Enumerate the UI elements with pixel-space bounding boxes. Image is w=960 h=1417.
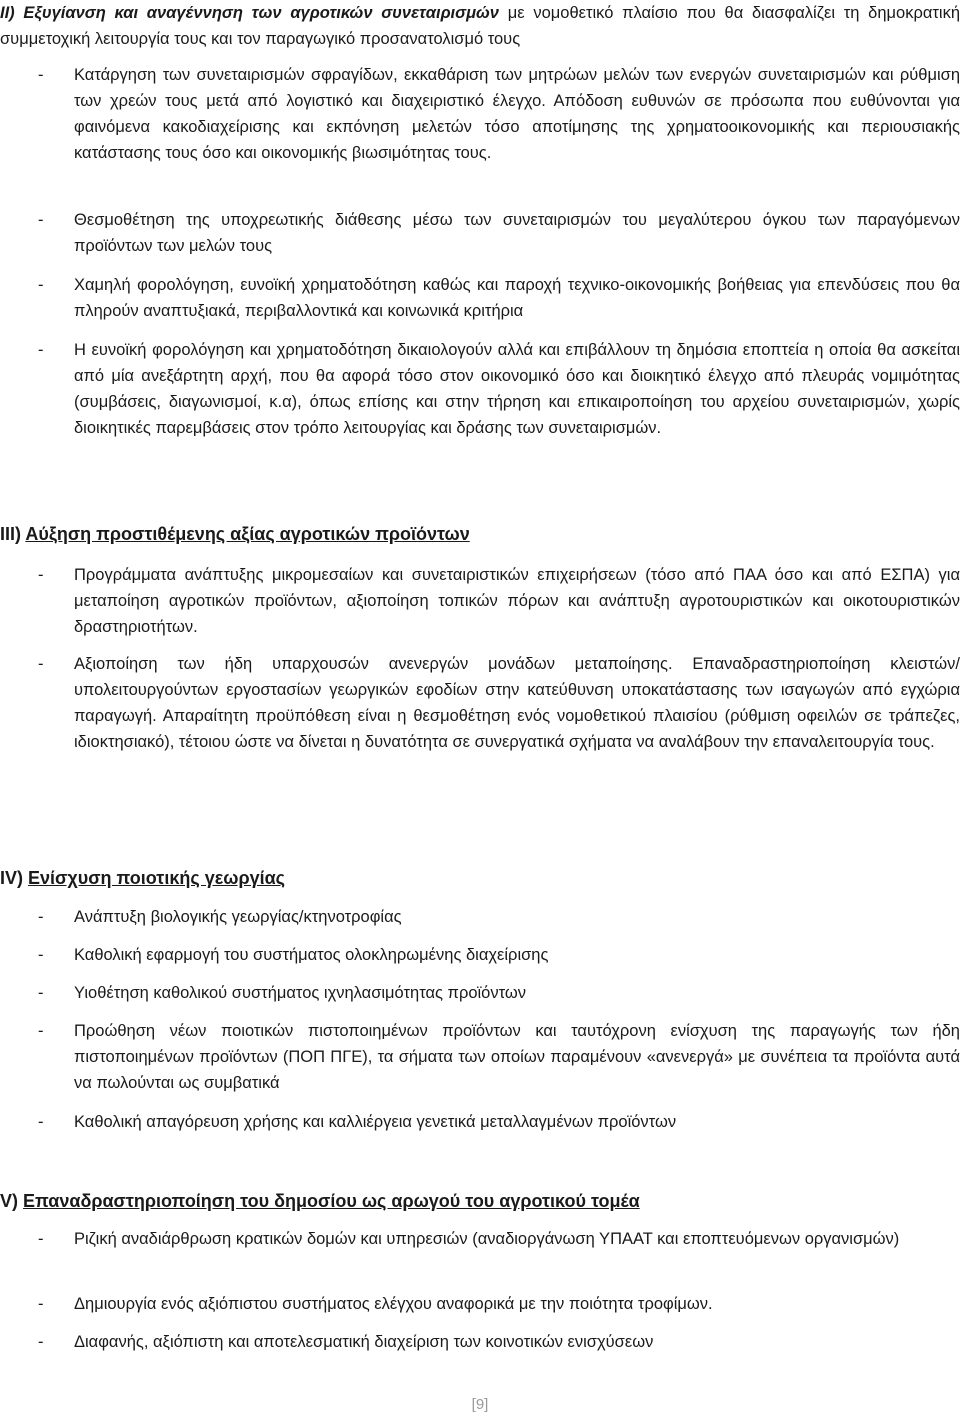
list-item-text: Ανάπτυξη βιολογικής γεωργίας/κτηνοτροφίας — [74, 908, 402, 926]
list-item — [0, 1109, 960, 1135]
section-2-list — [0, 337, 960, 441]
list-item — [0, 337, 960, 441]
list-item-text: Αξιοποίηση των ήδη υπαρχουσών ανενεργών μονάδων μεταποίησης. Επαναδραστηριοποίηση κλειστών/υπολειτουργούντων εργοστασίων γεωργικών εφοδίων στην κατεύθυνση υποκατάστασης των ισαγωγών από εγχώρια παραγωγή. Απαραίτητη προϋπόθεση είναι η θεσμοθέτηση ενός νομοθετικού πλαισίου (ρύθμιση οφειλών σε τράπεζες, ιδιοκτησιακό), τέτοιου ώστε να δίνεται η δυνατότητα σε συνεργατικά σχήματα να αναλάβουν την επαναλειτουργία τους. — [74, 655, 960, 751]
section-2-list — [0, 62, 960, 166]
list-item-text: Καθολική απαγόρευση χρήσης και καλλιέργεια γενετικά μεταλλαγμένων προϊόντων — [74, 1113, 677, 1131]
list-item-text: Υιοθέτηση καθολικού συστήματος ιχνηλασιμότητας προϊόντων — [74, 984, 527, 1002]
list-item-text: Κατάργηση των συνεταιρισμών σφραγίδων, εκκαθάριση των μητρώων μελών των ενεργών συνεταιρισμών και ρύθμιση των χρεών τους μετά από λογιστικό και διαχειριστικό έλεγχο. Απόδοση ευθυνών σε πρόσωπα που ευθύνονται για φαινόμενα κακοδιαχείρισης και εκπόνηση μελετών τόσο αποτίμησης της χρηματοοικονομικής και περιουσιακής κατάστασης τους όσο και οικονομικής βιωσιμότητας τους. — [74, 66, 960, 162]
bullet-dash: - — [38, 341, 44, 359]
section-5-heading — [0, 1188, 640, 1214]
section-5-list — [0, 1329, 960, 1355]
list-item — [0, 1018, 960, 1096]
list-item — [0, 62, 960, 166]
bullet-dash: - — [38, 984, 44, 1002]
list-item — [0, 942, 960, 968]
list-item-text: Δημιουργία ενός αξιόπιστου συστήματος ελέγχου αναφορικά με την ποιότητα τροφίμων. — [74, 1295, 713, 1313]
bullet-dash: - — [38, 66, 44, 84]
bullet-dash: - — [38, 655, 44, 673]
section-5-number: V) — [0, 1191, 18, 1211]
section-4-list — [0, 904, 960, 930]
list-item — [0, 207, 960, 259]
section-4-list — [0, 1018, 960, 1096]
section-3-heading — [0, 521, 470, 547]
section-4-list — [0, 942, 960, 968]
section-4-number: IV) — [0, 868, 24, 888]
section-3-title: Αύξηση προστιθέμενης αξίας αγροτικών προϊόντων — [25, 524, 470, 544]
bullet-dash: - — [38, 946, 44, 964]
section-2-list — [0, 207, 960, 259]
section-5-title: Επαναδραστηριοποίηση του δημοσίου ως αρωγού του αγροτικού τομέα — [23, 1191, 640, 1211]
bullet-dash: - — [38, 1295, 44, 1313]
bullet-dash: - — [38, 211, 44, 229]
list-item — [0, 1291, 960, 1317]
section-2-list — [0, 272, 960, 324]
section-3-number: ΙΙΙ) — [0, 524, 21, 544]
bullet-dash: - — [38, 1230, 44, 1248]
list-item-text: Προγράμματα ανάπτυξης μικρομεσαίων και συνεταιριστικών επιχειρήσεων (τόσο από ΠΑΑ όσο και από ΕΣΠΑ) για μεταποίηση αγροτικών προϊόντων, αξιοποίηση τοπικών πόρων και ανάπτυξη αγροτουριστικών και οικοτουριστικών δραστηριοτήτων. — [74, 566, 960, 636]
section-3-list — [0, 651, 960, 755]
section-4-list — [0, 980, 960, 1006]
list-item-text: Διαφανής, αξιόπιστη και αποτελεσματική διαχείριση των κοινοτικών ενισχύσεων — [74, 1333, 654, 1351]
list-item — [0, 651, 960, 755]
list-item — [0, 1329, 960, 1355]
section-2-intro — [0, 0, 960, 52]
bullet-dash: - — [38, 1022, 44, 1040]
section-5-list — [0, 1291, 960, 1317]
bullet-dash: - — [38, 1333, 44, 1351]
list-item — [0, 272, 960, 324]
bullet-dash: - — [38, 908, 44, 926]
section-4-title: Ενίσχυση ποιοτικής γεωργίας — [28, 868, 286, 888]
page-number: [9] — [471, 1396, 489, 1413]
list-item-text: Ριζική αναδιάρθρωση κρατικών δομών και υπηρεσιών (αναδιοργάνωση ΥΠΑΑΤ και εποπτευόμενων οργανισμών) — [74, 1230, 900, 1248]
list-item — [0, 1226, 960, 1252]
list-item — [0, 562, 960, 640]
list-item-text: Χαμηλή φορολόγηση, ευνοϊκή χρηματοδότηση καθώς και παροχή τεχνικο-οικονομικής βοήθειας για επενδύσεις που θα πληρούν αναπτυξιακά, περιβαλλοντικά και κοινωνικά κριτήρια — [74, 276, 960, 320]
section-4-list — [0, 1109, 960, 1135]
section-3-list — [0, 562, 960, 640]
section-2-heading: ΙΙ) Εξυγίανση και αναγέννηση των αγροτικών συνεταιρισμών — [0, 4, 499, 22]
section-5-list — [0, 1226, 960, 1252]
list-item-text: Θεσμοθέτηση της υποχρεωτικής διάθεσης μέσω των συνεταιρισμών του μεγαλύτερου όγκου των παραγόμενων προϊόντων των μελών τους — [74, 211, 960, 255]
bullet-dash: - — [38, 566, 44, 584]
bullet-dash: - — [38, 1113, 44, 1131]
list-item — [0, 904, 960, 930]
list-item — [0, 980, 960, 1006]
list-item-text: Καθολική εφαρμογή του συστήματος ολοκληρωμένης διαχείρισης — [74, 946, 549, 964]
section-4-heading — [0, 865, 285, 891]
list-item-text: Προώθηση νέων ποιοτικών πιστοποιημένων προϊόντων και ταυτόχρονη ενίσχυση της παραγωγής των ήδη πιστοποιημένων προϊόντων (ΠΟΠ ΠΓΕ), τα σήματα των οποίων παραμένουν «ανενεργά» με συνέπεια τα προϊόντα αυτά να πωλούνται ως συμβατικά — [74, 1022, 960, 1092]
section-2-heading-rest: με νομοθετικό πλαίσιο που θα διασφαλίζει τη δημοκρατική συμμετοχική λειτουργία τους και τον παραγωγικό προσανατολισμό τους — [0, 4, 960, 48]
list-item-text: Η ευνοϊκή φορολόγηση και χρηματοδότηση δικαιολογούν αλλά και επιβάλλουν τη δημόσια εποπτεία η οποία θα ασκείται από μία ανεξάρτητη αρχή, που θα αφορά τόσο στον οικονομικό όσο και διοικητικό έλεγχο από πλευράς νομιμότητας (συμβάσεις, διαγωνισμοί, κ.α), όπως επίσης και στην τήρηση και επικαιροποίηση του αρχείου συνεταιρισμών, χωρίς διοικητικές παρεμβάσεις στον τρόπο λειτουργίας και δράσης των συνεταιρισμών. — [74, 341, 960, 437]
bullet-dash: - — [38, 276, 44, 294]
